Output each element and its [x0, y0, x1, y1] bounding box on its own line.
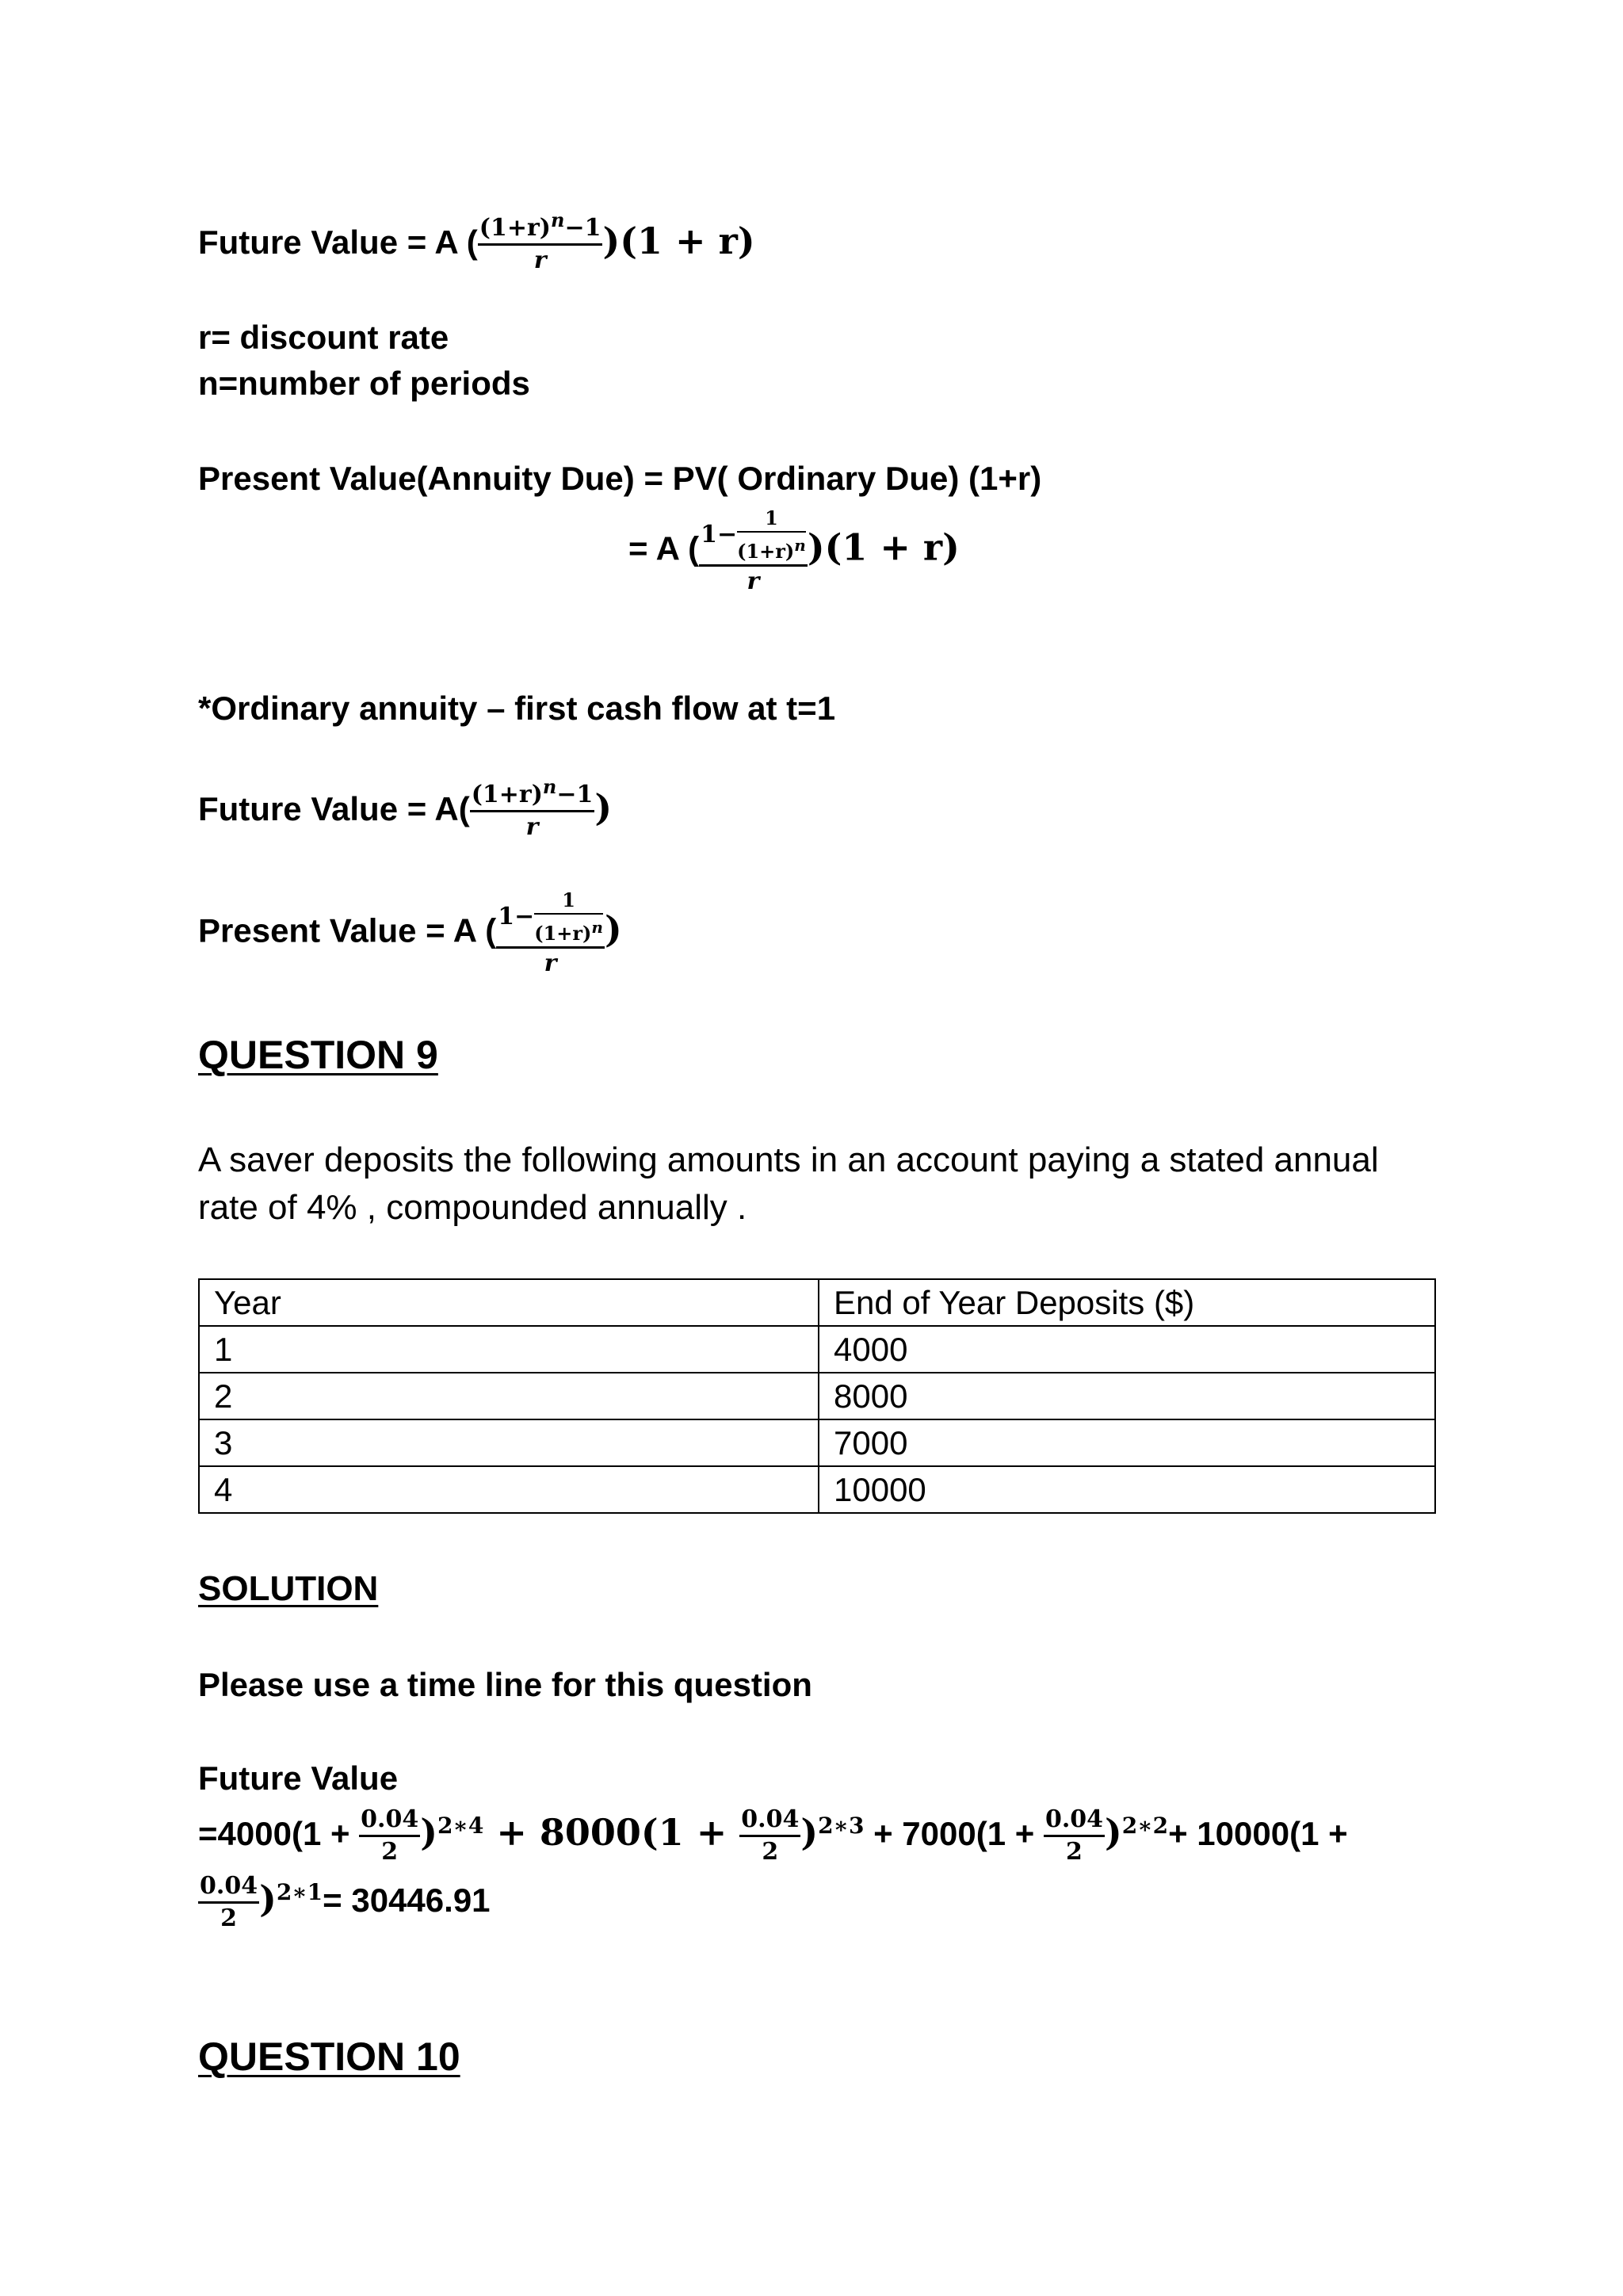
fv-ord-fraction	[470, 776, 595, 841]
calc-term3-prefix: + 7000(1 +	[864, 1815, 1044, 1852]
calc-result: = 30446.91	[323, 1881, 491, 1919]
fv-ord-num-base: (1+r)	[471, 781, 543, 808]
pv-ord-one-minus: 1−	[498, 903, 535, 930]
calc-term2-prefix: + 8000(1 +	[483, 1811, 740, 1854]
fv-due-num-exp: n	[551, 208, 565, 231]
table-cell-year: 4	[199, 1466, 819, 1513]
question-10-heading: QUESTION 10	[198, 2034, 460, 2079]
pv-due-one-minus: 1−	[701, 521, 738, 548]
calc-term4-fraction	[198, 1873, 259, 1932]
fv-ord-num-tail: −1	[556, 781, 594, 808]
calc-term4-num: 0.04	[198, 1873, 259, 1904]
fv-ord-formula	[198, 775, 613, 844]
pv-due-denominator: r	[747, 567, 760, 595]
calc-term2-fraction	[739, 1806, 800, 1866]
fv-ord-label: Future Value = A(	[198, 790, 470, 828]
table-cell-year: 3	[199, 1419, 819, 1466]
calc-term1-prefix: =4000(1 +	[198, 1815, 360, 1852]
calc-term1-num: 0.04	[359, 1806, 420, 1837]
solution-instruction: Please use a time line for this question	[198, 1666, 812, 1703]
pv-ord-numerator	[496, 889, 605, 949]
table-cell-year: 1	[199, 1326, 819, 1373]
fv-due-denominator: r	[533, 246, 547, 274]
pv-ord-inner-fraction	[534, 889, 603, 945]
fv-ord-numerator	[470, 776, 595, 812]
table-row	[199, 1326, 1435, 1373]
calc-term2-exp: 2∗3	[818, 1813, 865, 1839]
calc-term1-fraction	[359, 1806, 420, 1866]
pv-ord-label: Present Value = A (	[198, 911, 497, 949]
calc-term1-exp: 2∗4	[437, 1813, 484, 1839]
pv-due-numerator	[699, 507, 808, 567]
fv-due-num-base: (1+r)	[479, 214, 552, 242]
pv-ord-inner-den	[534, 915, 603, 945]
question-9-text-line2: rate of 4% , compounded annually .	[198, 1188, 747, 1227]
calc-term4-den: 2	[220, 1904, 237, 1933]
fv-calc-line1: =4000(1 + $\frac{0.04}{2}$ )$^{2∗4}$ + 8000(1 + $\frac{0.04}{2}$ )$^{2∗3}$ + 7000(1 + $\frac{0.04}{2}$ )$^{2∗2}$+ 10000(1 +	[198, 1805, 1348, 1866]
calc-term2-num: 0.04	[739, 1806, 800, 1837]
pv-ord-fraction	[496, 889, 605, 977]
calc-term2-den: 2	[762, 1838, 779, 1866]
pv-due-inner-num: 1	[737, 507, 806, 533]
fv-title: Future Value	[198, 1759, 399, 1797]
pv-ord-denominator: r	[544, 949, 557, 977]
fv-due-fraction	[478, 209, 603, 274]
table-header-year: Year	[199, 1279, 819, 1326]
pv-due-inner-den-base: (1+r)	[737, 540, 795, 563]
def-r: r= discount rate	[198, 319, 449, 356]
table-cell-deposit: 10000	[819, 1466, 1435, 1513]
pv-ord-formula	[198, 889, 622, 977]
fv-ord-denominator: r	[525, 813, 539, 841]
table-cell-deposit: 7000	[819, 1419, 1435, 1466]
def-n: n=number of periods	[198, 365, 530, 402]
table-header-deposits: End of Year Deposits ($)	[819, 1279, 1435, 1326]
fv-due-num-tail: −1	[564, 214, 601, 242]
pv-due-fraction	[699, 507, 808, 595]
pv-ord-tail: )	[604, 907, 622, 951]
fv-due-label: Future Value = A (	[198, 223, 478, 262]
question-9-heading: QUESTION 9	[198, 1033, 438, 1077]
pv-ord-inner-num: 1	[534, 889, 603, 915]
table-row	[199, 1466, 1435, 1513]
table-row	[199, 1373, 1435, 1419]
pv-due-eq: = A (	[628, 529, 700, 567]
table-header-row	[199, 1279, 1435, 1326]
pv-due-inner-fraction	[737, 507, 806, 563]
question-9-text-line1: A saver deposits the following amounts in an account paying a stated annual	[198, 1140, 1379, 1179]
fv-ord-num-exp: n	[542, 775, 557, 798]
table-row	[199, 1419, 1435, 1466]
pv-ord-inner-den-base: (1+r)	[534, 922, 592, 945]
calc-term3-fraction	[1044, 1806, 1105, 1866]
calc-term3-exp: 2∗2	[1121, 1813, 1169, 1839]
calc-term3-num: 0.04	[1044, 1806, 1105, 1837]
calc-term3-den: 2	[1066, 1838, 1083, 1866]
pv-due-tail: )(1 + r)	[807, 525, 960, 569]
table-cell-deposit: 8000	[819, 1373, 1435, 1419]
pv-due-inner-den	[737, 533, 806, 563]
calc-term4-prefix: + 10000(1 +	[1168, 1815, 1348, 1852]
table-cell-deposit: 4000	[819, 1326, 1435, 1373]
solution-heading: SOLUTION	[198, 1569, 379, 1608]
pv-due-label: Present Value(Annuity Due) = PV( Ordinary Due) (1+r)	[198, 460, 1042, 497]
calc-term4-exp: 2∗1	[276, 1879, 323, 1905]
fv-due-tail: )(1 + r)	[602, 220, 755, 263]
calc-term1-den: 2	[381, 1838, 399, 1866]
fv-calc-line2: $\frac{0.04}{2}$ )$^{2∗1}$= 30446.91	[200, 1872, 491, 1933]
pv-ord-inner-den-exp: n	[591, 918, 603, 937]
ordinary-note: *Ordinary annuity – first cash flow at t=1	[198, 690, 836, 727]
deposits-table	[198, 1278, 1436, 1514]
table-cell-year: 2	[199, 1373, 819, 1419]
fv-due-numerator	[478, 209, 603, 246]
pv-due-formula	[628, 507, 960, 595]
pv-due-inner-den-exp: n	[794, 536, 806, 555]
fv-due-formula	[198, 208, 755, 277]
fv-ord-tail: )	[594, 786, 613, 830]
